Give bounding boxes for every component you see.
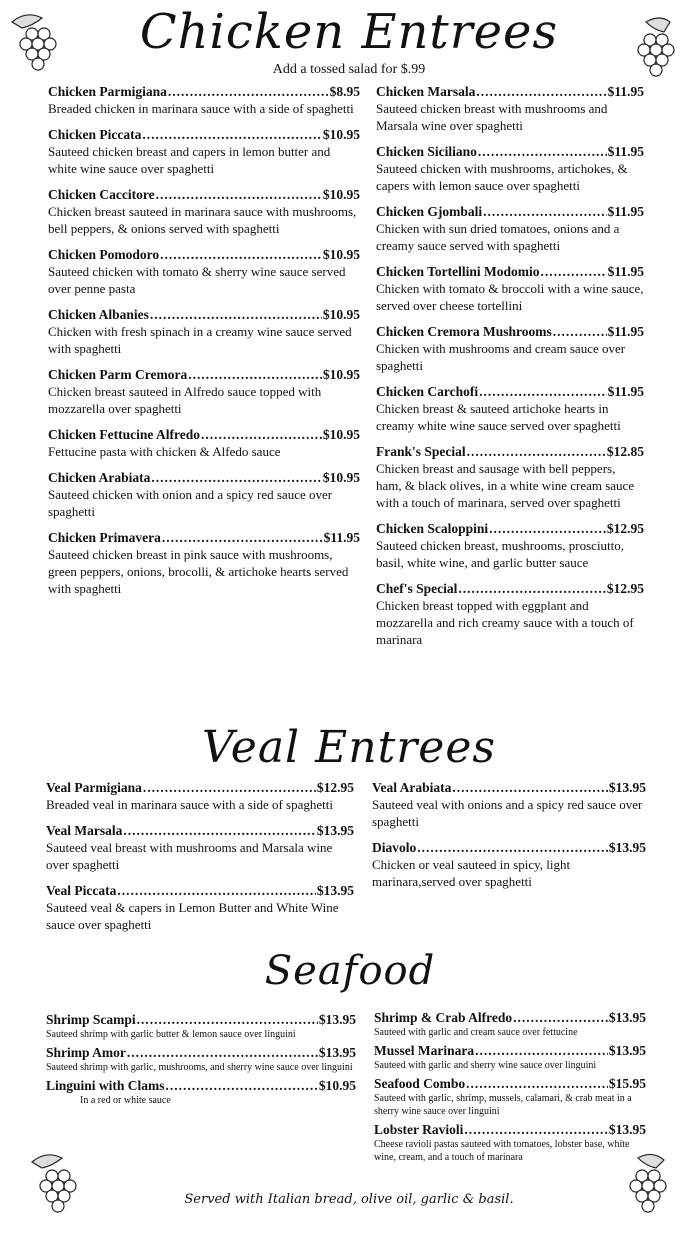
seafood-right-column	[374, 1010, 646, 1168]
menu-item: Chicken Gjombali ..... $11.95 Chicken with sun dried tomatoes, onions and a creamy sauce served with spaghetti	[376, 204, 644, 254]
salad-note: Add a tossed salad for $.99	[272, 62, 426, 77]
menu-item: Chicken Marsala ..... $11.95 Sauteed chicken breast with mushrooms and Marsala wine over spaghetti	[376, 84, 644, 134]
menu-item: Veal Arabiata ..... $13.95 Sauteed veal with onions and a spicy red sauce over spaghetti	[372, 780, 646, 830]
menu-item: Mussel Marinara ..... $13.95 Sauteed with garlic and sherry wine sauce over linguini	[374, 1043, 646, 1072]
menu-item: Chicken Cremora Mushrooms ..... $11.95 Chicken with mushrooms and cream sauce over spaghetti	[376, 324, 644, 374]
menu-item: Chicken Parm Cremora ..... $10.95 Chicken breast sauteed in Alfredo sauce topped with mozzarella over spaghetti	[48, 367, 360, 417]
menu-item: Frank's Special ..... $12.85 Chicken breast and sausage with bell peppers, ham, & black olives, in a white wine cream sauce with a touch of marinara, served over spaghetti	[376, 444, 644, 511]
menu-item: Seafood Combo ..... $15.95 Sauteed with garlic, shrimp, mussels, calamari, & crab meat in a sherry wine sauce over linguini	[374, 1076, 646, 1118]
menu-item: Chicken Primavera ..... $11.95 Sauteed chicken breast in pink sauce with mushrooms, green peppers, onions, brocolli, & artichoke hearts served with spaghetti	[48, 530, 360, 597]
veal-section-title: Veal Entrees	[202, 722, 496, 773]
menu-item: Veal Marsala ..... $13.95 Sauteed veal breast with mushrooms and Marsala wine over spaghetti	[46, 823, 354, 873]
menu-item: Shrimp & Crab Alfredo ..... $13.95 Sauteed with garlic and cream sauce over fettucine	[374, 1010, 646, 1039]
menu-item: Chicken Carchofi ..... $11.95 Chicken breast & sauteed artichoke hearts in creamy white wine sauce served over spaghetti	[376, 384, 644, 434]
veal-left-column	[46, 780, 354, 943]
menu-item: Chicken Caccitore ..... $10.95 Chicken breast sauteed in marinara sauce with mushrooms, bell peppers, & onions served with spaghetti	[48, 187, 360, 237]
menu-item: Chicken Parmigiana ..... $8.95 Breaded chicken in marinara sauce with a side of spaghetti	[48, 84, 360, 117]
chicken-right-column	[376, 84, 644, 658]
chicken-section-title: Chicken Entrees	[139, 4, 559, 60]
seafood-left-column	[46, 1012, 356, 1111]
menu-item: Shrimp Scampi ..... $13.95 Sauteed shrimp with garlic butter & lemon sauce over linguini	[46, 1012, 356, 1041]
menu-item: Chicken Pomodoro ..... $10.95 Sauteed chicken with tomato & sherry wine sauce served over penne pasta	[48, 247, 360, 297]
menu-item: Chicken Tortellini Modomio ..... $11.95 Chicken with tomato & broccoli with a wine sauce, served over cheese tortellini	[376, 264, 644, 314]
menu-item: Linguini with Clams ..... $10.95 In a red or white sauce	[46, 1078, 356, 1107]
menu-item: Chef's Special ..... $12.95 Chicken breast topped with eggplant and mozzarella and rich creamy sauce with a touch of marinara	[376, 581, 644, 648]
chicken-left-column	[48, 84, 360, 607]
grape-cluster-icon	[22, 1150, 90, 1218]
menu-item: Chicken Piccata ..... $10.95 Sauteed chicken breast and capers in lemon butter and white wine sauce over spaghetti	[48, 127, 360, 177]
menu-item: Chicken Siciliano ..... $11.95 Sauteed chicken with mushrooms, artichokes, & capers with lemon sauce over spaghetti	[376, 144, 644, 194]
menu-item: Shrimp Amor ..... $13.95 Sauteed shrimp with garlic, mushrooms, and sherry wine sauce over linguini	[46, 1045, 356, 1074]
menu-item: Lobster Ravioli ..... $13.95 Cheese ravioli pastas sauteed with tomatoes, lobster base, white wine, cream, and a touch of marinara	[374, 1122, 646, 1164]
menu-item: Diavolo ..... $13.95 Chicken or veal sauteed in spicy, light marinara,served over spaghetti	[372, 840, 646, 890]
menu-item: Veal Parmigiana ..... $12.95 Breaded veal in marinara sauce with a side of spaghetti	[46, 780, 354, 813]
seafood-section-title: Seafood	[264, 948, 436, 994]
menu-item: Chicken Albanies ..... $10.95 Chicken with fresh spinach in a creamy wine sauce served with spaghetti	[48, 307, 360, 357]
menu-item: Chicken Arabiata ..... $10.95 Sauteed chicken with onion and a spicy red sauce over spaghetti	[48, 470, 360, 520]
footer-note: Served with Italian bread, olive oil, garlic & basil.	[184, 1192, 514, 1207]
menu-item: Chicken Fettucine Alfredo ..... $10.95 Fettucine pasta with chicken & Alfedo sauce	[48, 427, 360, 460]
veal-right-column	[372, 780, 646, 900]
menu-item: Chicken Scaloppini ..... $12.95 Sauteed chicken breast, mushrooms, prosciutto, basil, white wine, and garlic butter sauce	[376, 521, 644, 571]
menu-item: Veal Piccata ..... $13.95 Sauteed veal & capers in Lemon Butter and White Wine sauce over spaghetti	[46, 883, 354, 933]
